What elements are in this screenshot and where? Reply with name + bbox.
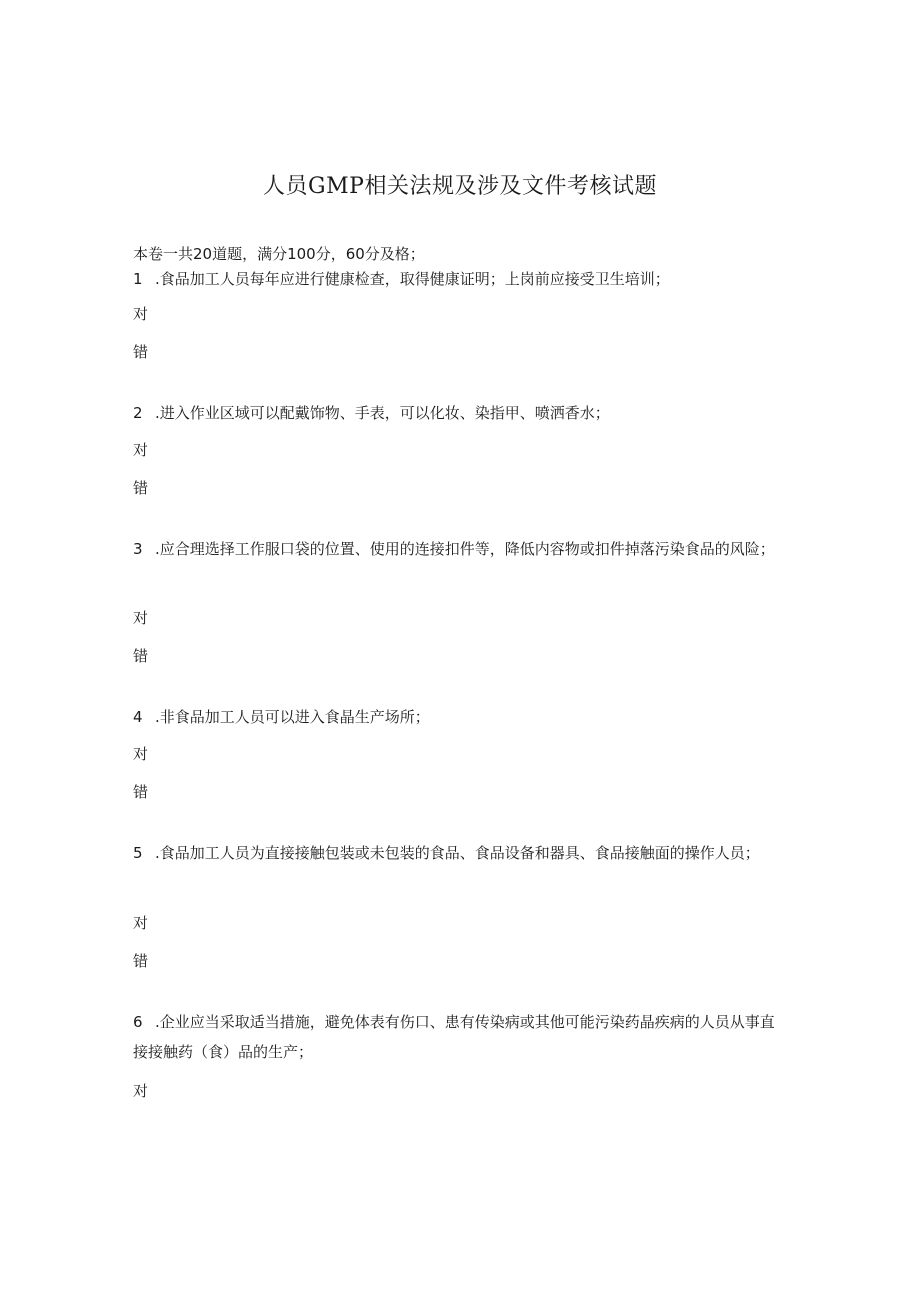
page-title: 人员GMP相关法规及涉及文件考核试题 xyxy=(263,174,657,199)
question-text: .食品加工人员每年应进行健康检查，取得健康证明；上岗前应接受卫生培训； xyxy=(155,270,670,288)
question-text: .应合理选择工作服口袋的位置、使用的连接扣件等，降低内容物或扣件掉落污染食品的风险； xyxy=(155,540,775,558)
question-5-option-false[interactable]: 错 xyxy=(133,952,149,970)
question-1-option-false[interactable]: 错 xyxy=(133,343,149,361)
question-4 xyxy=(133,702,783,732)
question-number: 3 xyxy=(133,540,143,558)
question-6 xyxy=(133,1007,783,1067)
question-1 xyxy=(133,264,783,294)
question-number: 4 xyxy=(133,708,143,726)
question-text: .企业应当采取适当措施，避免体表有伤口、患有传染病或其他可能污染药晶疾病的人员从事直接接触药（食）品的生产； xyxy=(133,1013,775,1061)
question-number: 5 xyxy=(133,844,143,862)
question-2-option-false[interactable]: 错 xyxy=(133,479,149,497)
question-3-option-true[interactable]: 对 xyxy=(133,609,149,627)
question-number: 2 xyxy=(133,404,143,422)
question-6-option-true[interactable]: 对 xyxy=(133,1082,149,1100)
question-text: .非食品加工人员可以进入食晶生产场所； xyxy=(155,708,430,726)
question-number: 6 xyxy=(133,1013,143,1031)
question-4-option-false[interactable]: 错 xyxy=(133,783,149,801)
question-1-option-true[interactable]: 对 xyxy=(133,305,149,323)
question-text: .进入作业区域可以配戴饰物、手表，可以化妆、染指甲、喷洒香水； xyxy=(155,404,610,422)
question-3 xyxy=(133,534,783,564)
question-2 xyxy=(133,398,783,428)
question-5 xyxy=(133,838,783,868)
question-4-option-true[interactable]: 对 xyxy=(133,745,149,763)
exam-instructions: 本卷一共20道题，满分100分，60分及格； xyxy=(133,245,425,263)
question-3-option-false[interactable]: 错 xyxy=(133,647,149,665)
question-number: 1 xyxy=(133,270,143,288)
question-text: .食品加工人员为直接接触包装或未包装的食品、食品设备和器具、食品接触面的操作人员； xyxy=(155,844,760,862)
question-2-option-true[interactable]: 对 xyxy=(133,441,149,459)
question-5-option-true[interactable]: 对 xyxy=(133,914,149,932)
